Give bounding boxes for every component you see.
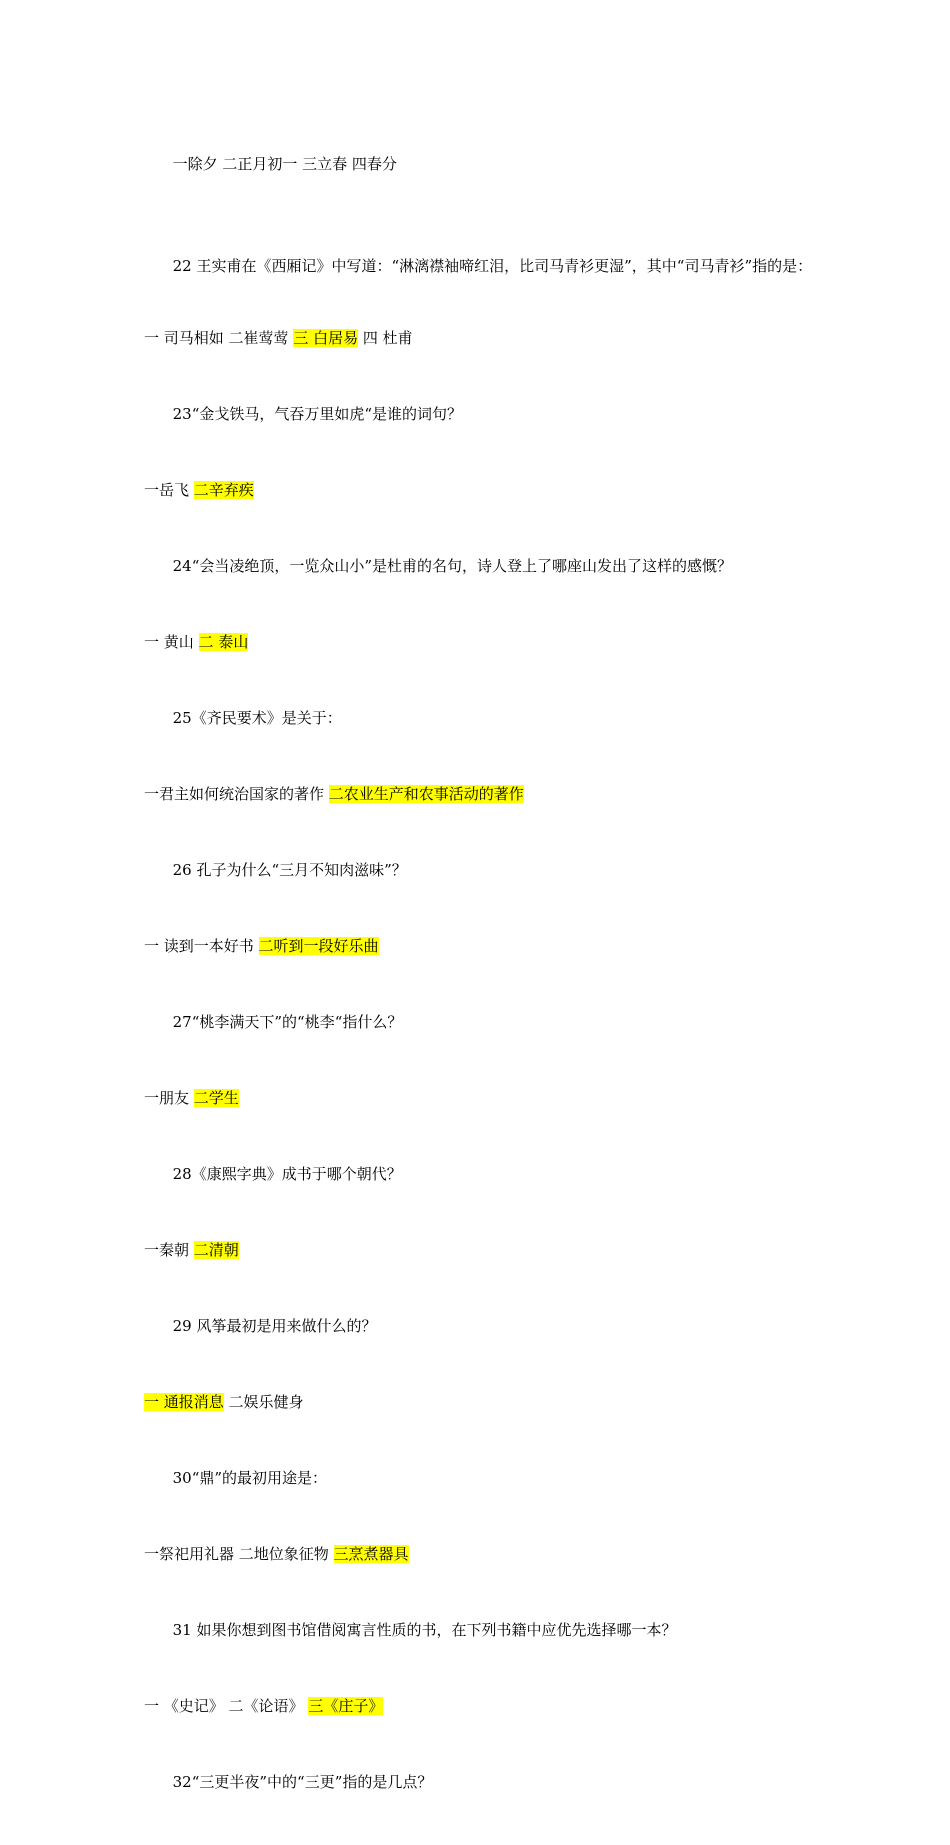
answer-options-30 [144, 1541, 814, 1567]
answer-options-22 [144, 325, 814, 351]
answer-options-25 [144, 781, 814, 807]
question-28 [144, 1135, 814, 1213]
question-23 [144, 375, 814, 453]
document-body [144, 125, 814, 1845]
highlighted-answer: 二清朝 [193, 1241, 239, 1259]
answer-options-23 [144, 477, 814, 503]
option-text: 一君主如何统治国家的著作 [144, 785, 329, 803]
option-text: 一 司马相如 二崔莺莺 [144, 329, 294, 347]
question-text: 28《康熙字典》成书于哪个朝代？ [172, 1165, 402, 1183]
question-25 [144, 679, 814, 757]
question-text: 32“三更半夜”中的“三更”指的是几点？ [172, 1773, 433, 1791]
highlighted-answer: 三 白居易 [293, 329, 359, 347]
question-text: 29 风筝最初是用来做什么的？ [172, 1317, 377, 1335]
highlighted-answer: 二辛弃疾 [193, 481, 254, 499]
option-text: 二娱乐健身 [223, 1393, 304, 1411]
option-text: 一除夕 二正月初一 三立春 四春分 [172, 155, 397, 173]
answer-options-26 [144, 933, 814, 959]
question-24 [144, 527, 814, 605]
highlighted-answer: 三《庄子》 [308, 1697, 384, 1715]
question-30 [144, 1439, 814, 1517]
answer-options-27 [144, 1085, 814, 1111]
question-text: 24“会当凌绝顶，一览众山小”是杜甫的名句，诗人登上了哪座山发出了这样的感慨？ [172, 557, 733, 575]
answer-options-28 [144, 1237, 814, 1263]
option-text: 一祭祀用礼器 二地位象征物 [144, 1545, 334, 1563]
question-31 [144, 1591, 814, 1669]
question-text: 27“桃李满天下”的“桃李“指什么？ [172, 1013, 403, 1031]
question-text: 25《齐民要术》是关于： [172, 709, 342, 727]
question-text: 30“鼎”的最初用途是： [172, 1469, 328, 1487]
answer-options-21 [144, 125, 814, 203]
option-text: 一岳飞 [144, 481, 194, 499]
option-text: 一 读到一本好书 [144, 937, 259, 955]
question-22 [144, 227, 814, 305]
highlighted-answer: 二学生 [193, 1089, 239, 1107]
question-text: 31 如果你想到图书馆借阅寓言性质的书，在下列书籍中应优先选择哪一本？ [172, 1621, 677, 1639]
question-text: 23“金戈铁马，气吞万里如虎“是谁的词句？ [172, 405, 463, 423]
answer-options-24 [144, 629, 814, 655]
option-text: 一秦朝 [144, 1241, 194, 1259]
highlighted-answer: 二听到一段好乐曲 [258, 937, 379, 955]
question-text: 26 孔子为什么“三月不知肉滋味”？ [172, 861, 407, 879]
question-29 [144, 1287, 814, 1365]
question-26 [144, 831, 814, 909]
highlighted-answer: 三烹煮器具 [333, 1545, 409, 1563]
option-text: 一 黄山 [144, 633, 199, 651]
question-27 [144, 983, 814, 1061]
option-text: 一朋友 [144, 1089, 194, 1107]
answer-options-31 [144, 1693, 814, 1719]
highlighted-answer: 二农业生产和农事活动的著作 [328, 785, 524, 803]
highlighted-answer: 一 通报消息 [144, 1393, 224, 1411]
option-text: 一 《史记》 二《论语》 [144, 1697, 309, 1715]
question-text: 22 王实甫在《西厢记》中写道：“淋漓襟袖啼红泪，比司马青衫更湿”，其中“司马青衫”指的是： [172, 257, 813, 275]
highlighted-answer: 二 泰山 [198, 633, 249, 651]
option-text: 四 杜甫 [358, 329, 413, 347]
answer-options-29 [144, 1389, 814, 1415]
question-32 [144, 1743, 814, 1821]
